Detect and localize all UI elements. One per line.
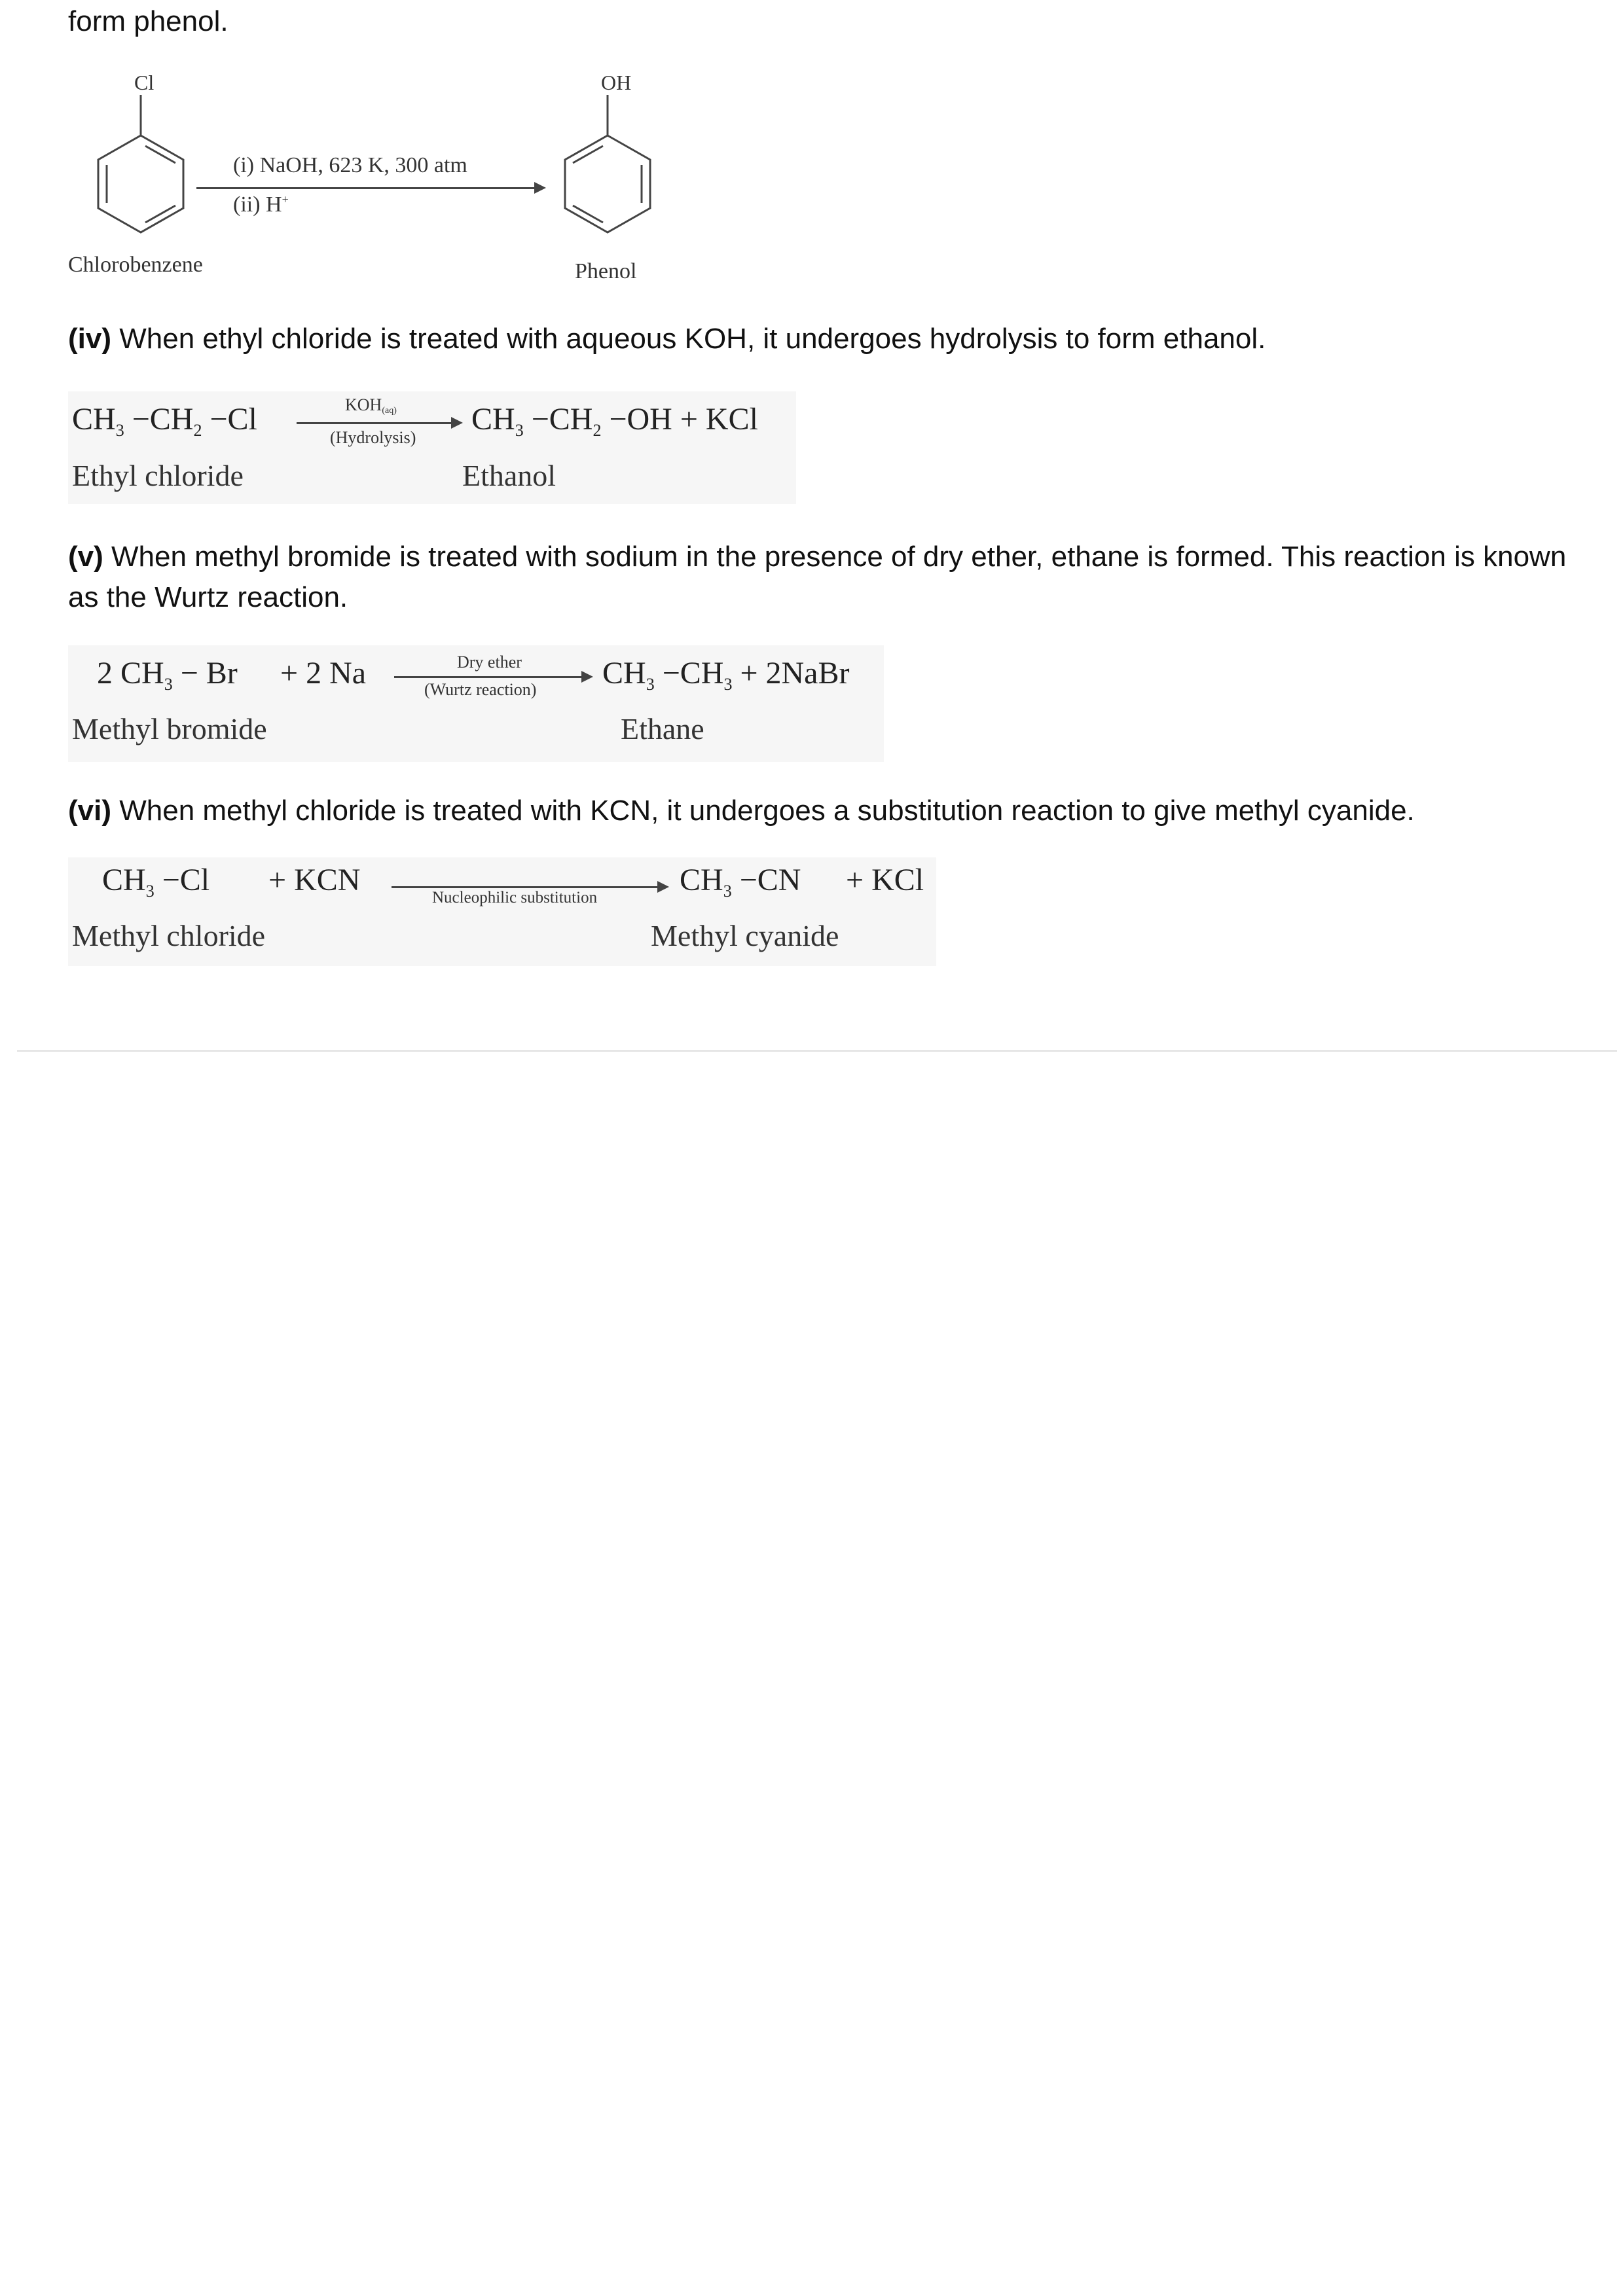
paragraph-intro-tail: form phenol.: [68, 5, 228, 37]
equation-vi-arrow: [392, 886, 666, 888]
page-divider: [17, 1050, 1617, 1052]
equation-vi-reactant: $CH_3 -Cl$: [102, 863, 210, 901]
ethane-name: Ethane: [621, 712, 704, 745]
phenol-condition-2: (ii) H+: [233, 192, 289, 217]
product-substituent-label: OH: [601, 71, 632, 94]
equation-v-arrow: [394, 676, 591, 678]
methyl-cyanide-name: Methyl cyanide: [651, 919, 839, 952]
equation-iv-product: $CH_3 -CH_2 -OH$ + KCl: [471, 402, 758, 440]
equation-v-product: $CH_3 -CH_3$ + 2NaBr: [602, 656, 850, 694]
chlorobenzene-structure: [92, 95, 190, 245]
equation-iv-reactant: $CH_3 -CH_2 -Cl$: [72, 402, 257, 440]
methyl-bromide-name: Methyl bromide: [72, 712, 267, 745]
ethyl-chloride-name: Ethyl chloride: [72, 459, 244, 492]
paragraph-vi: (vi) When methyl chloride is treated with KCN, it undergoes a substitution reaction to give methyl cyanide.: [68, 795, 1415, 827]
equation-v-condition-top: Dry ether: [457, 653, 522, 672]
paragraph-iv: (iv) When ethyl chloride is treated with aqueous KOH, it undergoes hydrolysis to form ethanol.: [68, 323, 1266, 355]
chlorobenzene-name: Chlorobenzene: [68, 253, 203, 277]
equation-vi-reagent: + KCN: [268, 863, 361, 897]
methyl-chloride-name: Methyl chloride: [72, 919, 266, 952]
equation-iv-condition-bottom: (Hydrolysis): [330, 428, 416, 447]
phenol-reaction-arrow: [196, 187, 543, 189]
equation-vi-product-2: + KCl: [846, 863, 924, 897]
phenol-condition-1: (i) NaOH, 623 K, 300 atm: [233, 153, 467, 177]
equation-v-reagent: + 2 Na: [280, 656, 367, 691]
ethanol-name: Ethanol: [462, 459, 556, 492]
equation-iv-arrow: [297, 422, 460, 424]
equation-v-reactant: 2 $CH_3 - Br$: [97, 656, 238, 694]
equation-vi-product: $CH_3 -CN$: [680, 863, 801, 901]
phenol-structure: [558, 95, 657, 245]
phenol-name: Phenol: [575, 259, 637, 283]
paragraph-v: (v) When methyl bromide is treated with sodium in the presence of dry ether, ethane is formed. This reaction is known as the Wurtz reaction.: [68, 541, 1567, 613]
equation-iv-condition-top: $KOH_{(aq)}$: [345, 395, 397, 416]
reactant-substituent-label: Cl: [134, 71, 155, 94]
equation-v-condition-bottom: (Wurtz reaction): [424, 680, 537, 699]
equation-vi-condition-bottom: Nucleophilic substitution: [432, 889, 598, 906]
